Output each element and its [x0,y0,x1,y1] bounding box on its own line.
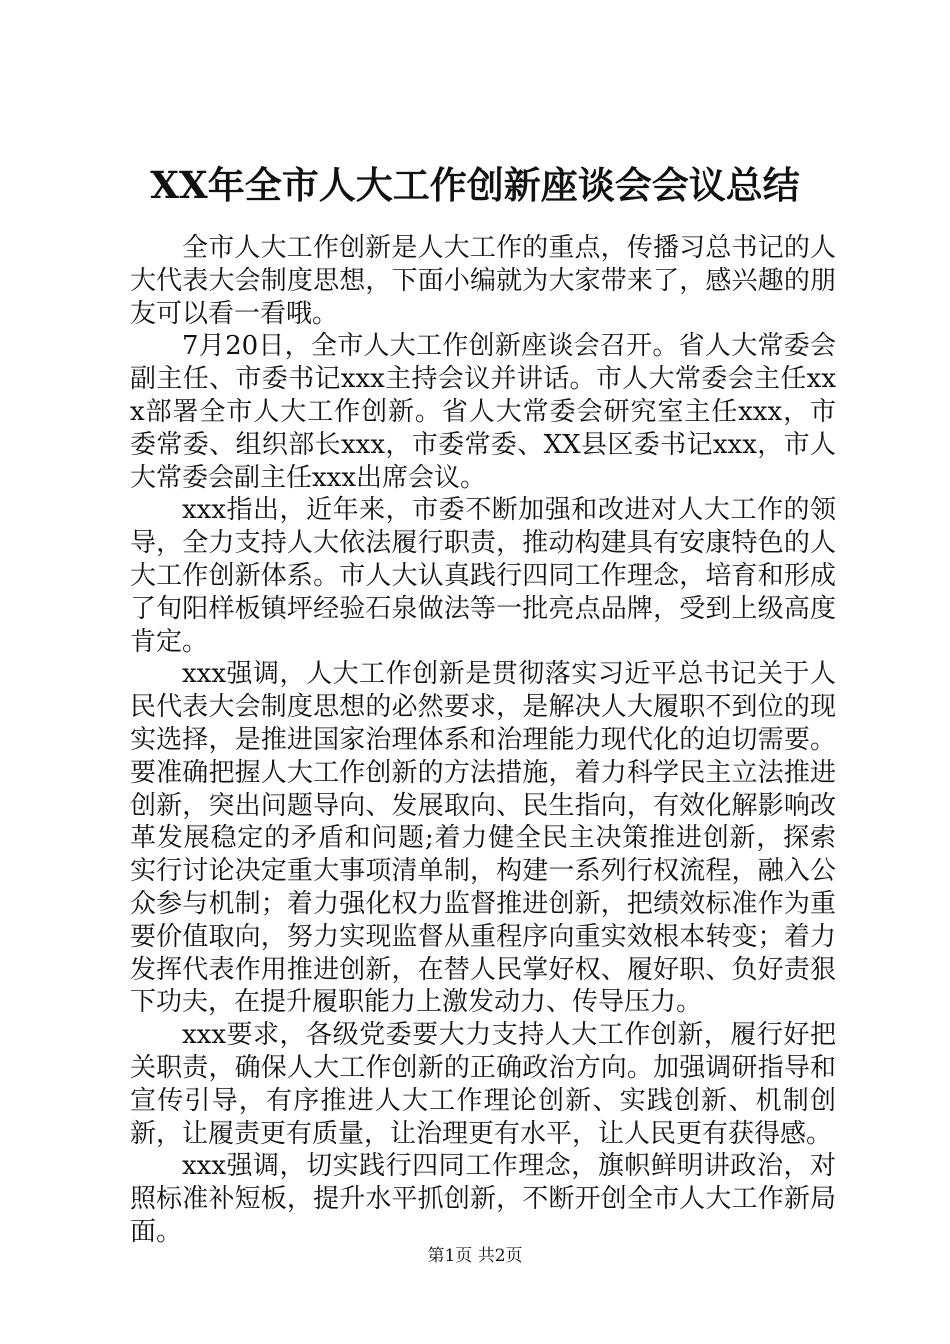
document-body [130,232,836,1249]
page-number-footer: 第1页 共2页 [427,1246,523,1266]
paragraph-point-out: xxx指出，近年来，市委不断加强和改进对人大工作的领导，全力支持人大依法履行职责，推动构建具有安康特色的人大工作创新体系。市人大认真践行四同工作理念，培育和形成了旬阳样板镇坪经验石泉做法等一批亮点品牌，受到上级高度肯定。 [130,495,836,657]
paragraph-closing: xxx强调，切实践行四同工作理念，旗帜鲜明讲政治，对照标准补短板，提升水平抓创新，不断开创全市人大工作新局面。 [130,1151,836,1247]
paragraph-emphasis: xxx强调，人大工作创新是贯彻落实习近平总书记关于人民代表大会制度思想的必然要求，是解决人大履职不到位的现实选择，是推进国家治理体系和治理能力现代化的迫切需要。要准确把握人大工作创新的方法措施，着力科学民主立法推进创新，突出问题导向、发展取向、民生指向，有效化解影响改革发展稳定的矛盾和问题;着力健全民主决策推进创新，探索实行讨论决定重大事项清单制，构建一系列行权流程，融入公众参与机制；着力强化权力监督推进创新，把绩效标准作为重要价值取向，努力实现监督从重程序向重实效根本转变；着力发挥代表作用推进创新，在替人民掌好权、履好职、负好责狠下功夫，在提升履职能力上激发动力、传导压力。 [130,659,836,1018]
paragraph-requirement: xxx要求，各级党委要大力支持人大工作创新，履行好把关职责，确保人大工作创新的正确政治方向。加强调研指导和宣传引导，有序推进人大工作理论创新、实践创新、机制创新，让履责更有质量，让治理更有水平，让人民更有获得感。 [130,1020,836,1149]
paragraph-intro: 全市人大工作创新是人大工作的重点，传播习总书记的人大代表大会制度思想，下面小编就为大家带来了，感兴趣的朋友可以看一看哦。 [130,233,836,329]
document-title: XX年全市人大工作创新座谈会会议总结 [150,163,800,207]
paragraph-meeting: 7月20日，全市人大工作创新座谈会召开。省人大常委会副主任、市委书记xxx主持会议并讲话。市人大常委会主任xxx部署全市人大工作创新。省人大常委会研究室主任xxx，市委常委、组织部长xxx，市委常委、XX县区委书记xxx，市人大常委会副主任xxx出席会议。 [130,331,836,493]
